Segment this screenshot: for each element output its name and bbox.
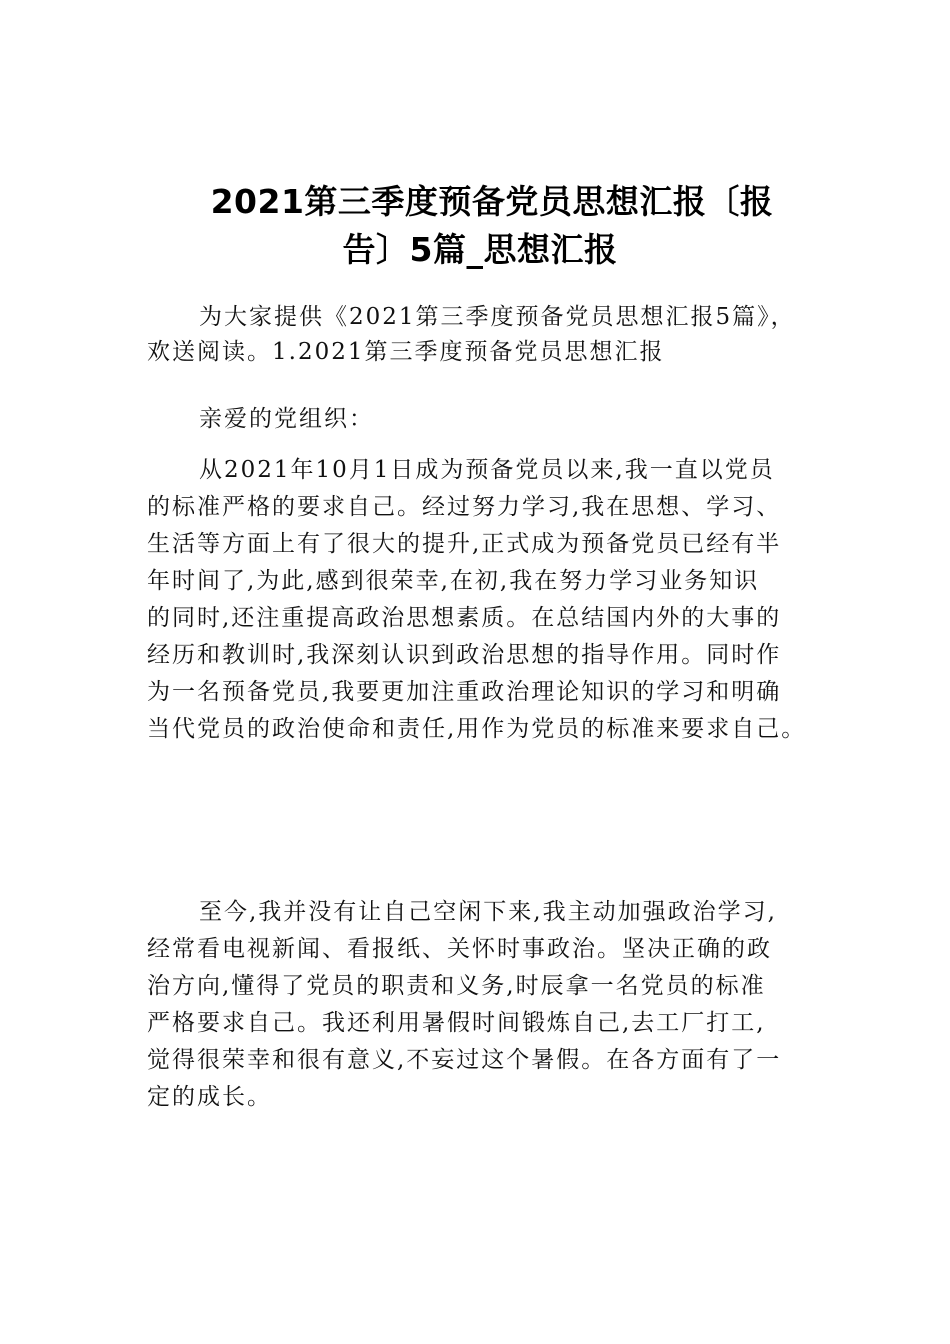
body-paragraph-1: [147, 452, 807, 748]
text-line: 的同时,还注重提高政治思想素质。在总结国内外的大事的: [147, 605, 782, 631]
text-line: 至今,我并没有让自己空闲下来,我主动加强政治学习,: [199, 899, 777, 925]
text-line: 为一名预备党员,我要更加注重政治理论知识的学习和明确: [147, 679, 782, 705]
salutation-text: 亲爱的党组织：: [199, 406, 374, 432]
text-line: 欢送阅读。1.2021第三季度预备党员思想汇报: [147, 339, 665, 365]
text-line: 年时间了,为此,感到很荣幸,在初,我在努力学习业务知识: [147, 568, 760, 594]
text-line: 生活等方面上有了很大的提升,正式成为预备党员已经有半: [147, 531, 782, 557]
salutation: [147, 402, 807, 437]
title-line-1: 2021第三季度预备党员思想汇报〔报: [210, 182, 774, 221]
text-line: 定的成长。: [147, 1084, 272, 1110]
title-line-2: 告〕5篇_思想汇报: [342, 230, 618, 269]
text-line: 治方向,懂得了党员的职责和义务,时辰拿一名党员的标准: [147, 973, 766, 999]
intro-paragraph: [147, 300, 807, 370]
text-line: 经常看电视新闻、看报纸、关怀时事政治。坚决正确的政: [147, 936, 772, 962]
body-paragraph-2: [147, 894, 807, 1116]
text-line: 觉得很荣幸和很有意义,不妄过这个暑假。在各方面有了一: [147, 1047, 782, 1073]
text-line: 严格要求自己。我还利用暑假时间锻炼自己,去工厂打工,: [147, 1010, 766, 1036]
document-title: [150, 178, 810, 274]
text-line: 的标准严格的要求自己。经过努力学习,我在思想、学习、: [147, 494, 782, 520]
text-line: 为大家提供《2021第三季度预备党员思想汇报5篇》，: [199, 304, 796, 330]
text-line: 当代党员的政治使命和责任,用作为党员的标准来要求自己。: [147, 716, 807, 742]
text-line: 经历和教训时,我深刻认识到政治思想的指导作用。同时作: [147, 642, 782, 668]
text-line: 从2021年10月1日成为预备党员以来,我一直以党员: [199, 457, 775, 483]
